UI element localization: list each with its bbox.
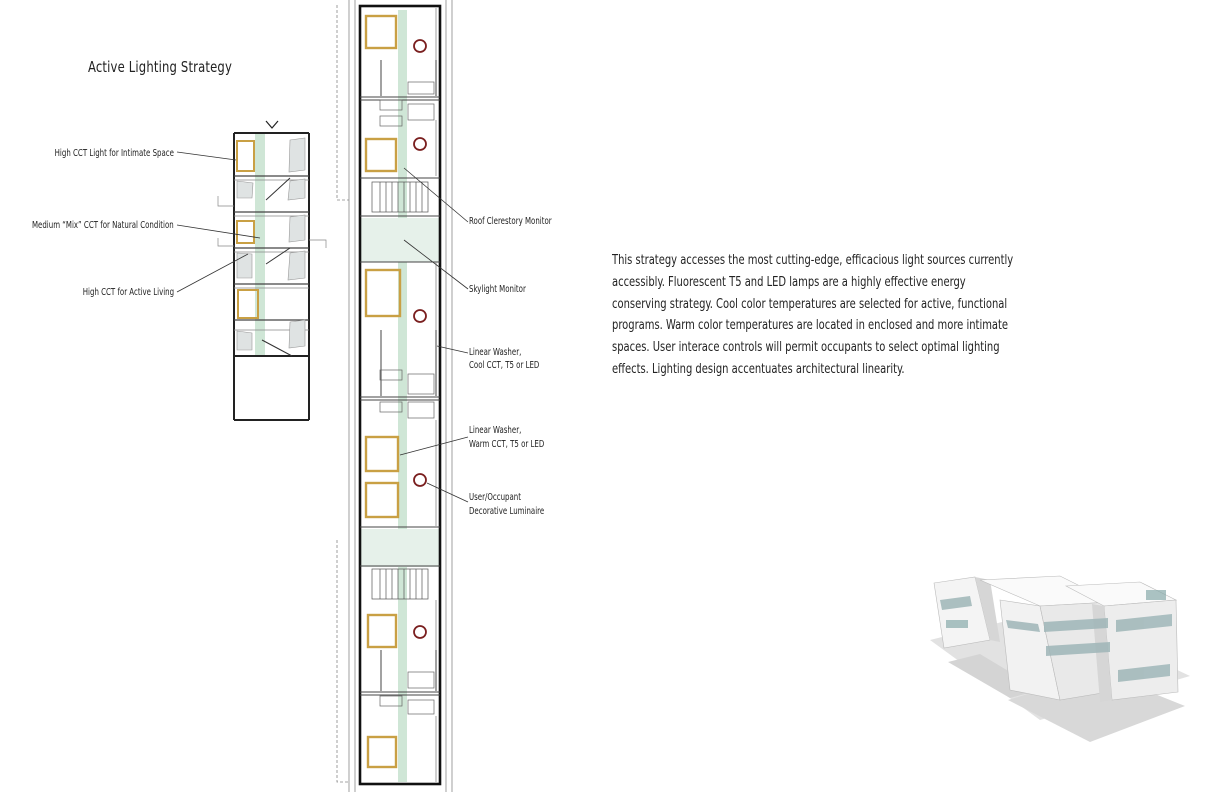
plan-fixture (366, 437, 398, 471)
strategy-description (612, 250, 1071, 381)
description-line: spaces. User interace controls will permit occupants to select optimal lighting (612, 339, 1000, 356)
description-line: accessibly. Fluorescent T5 and LED lamps are a highly effective energy (612, 273, 966, 290)
label-high-cct-active: High CCT for Active Living (82, 287, 174, 298)
plan-luminaire (414, 626, 426, 638)
description-line: programs. Warm color temperatures are located in enclosed and more intimate (612, 317, 1009, 334)
plan-warm-fixtures (366, 16, 400, 767)
label-luminaire-line2: Decorative Luminaire (469, 506, 545, 517)
section-fixture (237, 221, 254, 243)
page-title: Active Lighting Strategy (88, 58, 233, 76)
label-medium-mix-cct: Medium “Mix” CCT for Natural Condition (32, 220, 174, 231)
plan-luminaire (414, 310, 426, 322)
section-ramps (262, 178, 292, 356)
plan-fixture (366, 270, 400, 316)
label-skylight-monitor: Skylight Monitor (469, 284, 526, 295)
description-line: effects. Lighting design accentuates architectural linearity. (612, 360, 905, 377)
description-line: conserving strategy. Cool color temperatures are selected for active, functional (612, 295, 1008, 312)
label-cool-washer-line2: Cool CCT, T5 or LED (469, 360, 540, 371)
label-cool-washer-line1: Linear Washer, (469, 347, 522, 358)
building-model-rendering (930, 576, 1190, 742)
plan-luminaire (414, 474, 426, 486)
plan-fixture (368, 615, 396, 647)
label-warm-washer-line2: Warm CCT, T5 or LED (469, 439, 545, 450)
plan-luminaire (414, 40, 426, 52)
label-warm-washer-line1: Linear Washer, (469, 425, 522, 436)
label-luminaire-line1: User/Occupant (469, 492, 522, 503)
description-line: This strategy accesses the most cutting-edge, efficacious light sources currently (612, 252, 1014, 268)
label-high-cct-intimate: High CCT Light for Intimate Space (54, 148, 174, 159)
section-roof-marker (266, 121, 278, 128)
plan-luminaire (414, 138, 426, 150)
plan-outer-boundary (337, 0, 452, 792)
section-warm-fixtures (237, 141, 258, 318)
label-roof-clerestory: Roof Clerestory Monitor (469, 216, 552, 227)
plan-fixture (366, 483, 398, 517)
plan-fixture (366, 139, 396, 171)
plan-fixture (368, 737, 396, 767)
section-washer-band (255, 133, 265, 356)
plan-fixture (366, 16, 396, 48)
plan-skylight-zone (360, 218, 440, 262)
section-fixture (237, 141, 254, 171)
plan-skylight-zone (360, 529, 440, 567)
